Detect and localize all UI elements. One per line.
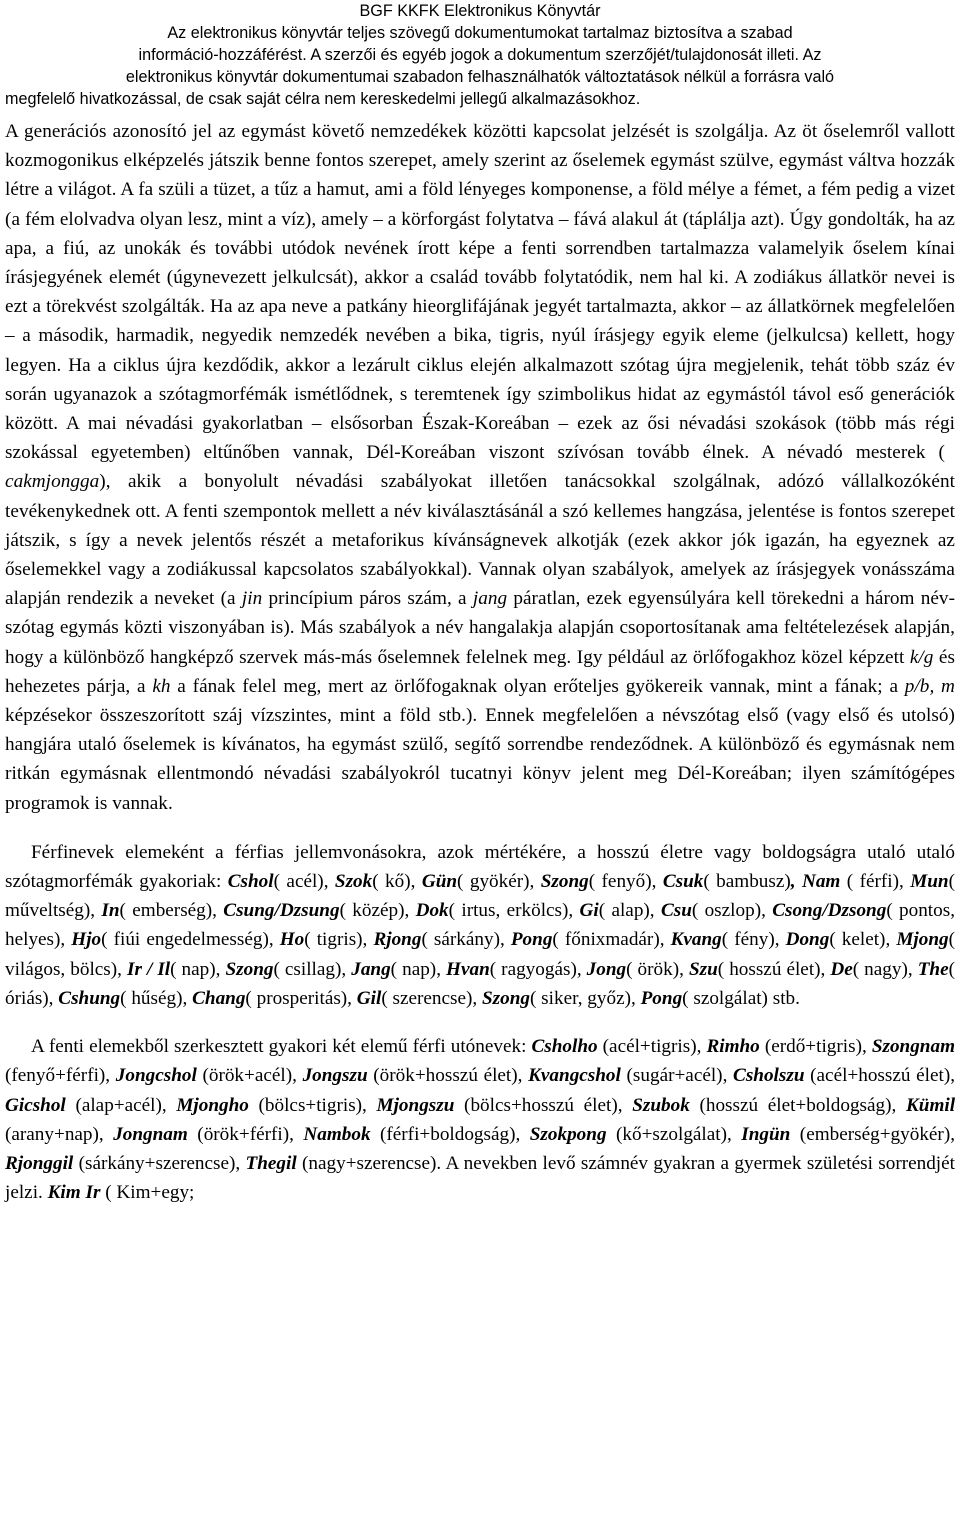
name-element: Gil bbox=[356, 987, 382, 1009]
header-notice-line: elektronikus könyvtár dokumentumai szabadon felhasználhatók változtatások nélkül a forrásra való bbox=[125, 68, 835, 86]
name-element: Csong/Dzsong bbox=[772, 900, 887, 922]
name-element: Ho bbox=[279, 929, 305, 951]
header-notice-line: Az elektronikus könyvtár teljes szövegű dokumentumokat tartalmaz biztosítva a szabad bbox=[167, 24, 793, 42]
korean-term: jin bbox=[241, 588, 263, 610]
phonetic-term: kh bbox=[152, 675, 171, 697]
name-meaning: ( Kim+egy; bbox=[100, 1182, 195, 1204]
paragraph-name-elements bbox=[5, 838, 955, 1013]
text-run: képzésekor összeszorított száj vízszintes, mint a föld stb.). Ennek megfelelően a névszótag első (vagy első és utolsó) hangjára utaló őselemek is kívánatos, ha egymást szülő, segítő sorrendbe rendeződnek. A különböző és egymásnak nem ritkán egymásnak ellentmondó névadási szabályokról tucatnyi könyv jelent meg Dél-Koreában; ilyen számítógépes programok is vannak. bbox=[5, 705, 955, 814]
name-meaning: (férfi+boldogság), bbox=[370, 1123, 530, 1145]
name-meaning: ( alap), bbox=[598, 900, 661, 922]
name-element: Kvangcshol bbox=[528, 1065, 621, 1087]
name-meaning: ( siker, győz), bbox=[529, 987, 641, 1009]
name-meaning: (alap+acél), bbox=[65, 1094, 177, 1116]
name-element: Szokpong bbox=[529, 1123, 607, 1145]
phonetic-term: p/b, m bbox=[904, 675, 955, 697]
name-meaning: ( nagy), bbox=[852, 958, 918, 980]
name-meaning: (fenyő+férfi), bbox=[5, 1065, 116, 1087]
name-element: Szong bbox=[540, 871, 589, 893]
name-element: Jongcshol bbox=[115, 1065, 197, 1087]
name-meaning: (bölcs+tigris), bbox=[248, 1094, 377, 1116]
name-meaning: (nagy+szerencse). bbox=[296, 1152, 446, 1174]
article-body bbox=[5, 117, 955, 1207]
name-element: Ingün bbox=[741, 1123, 791, 1145]
paragraph-generations bbox=[5, 117, 955, 818]
name-meaning: ( szerencse), bbox=[381, 987, 482, 1009]
name-meaning: ( irtus, erkölcs), bbox=[448, 900, 580, 922]
name-meaning: (acél+tigris), bbox=[597, 1036, 707, 1058]
name-meaning: ( pontos, helyes), bbox=[5, 900, 955, 951]
name-element: Hjo bbox=[71, 929, 102, 951]
name-element: Csholho bbox=[531, 1036, 598, 1058]
name-element: Pong bbox=[510, 929, 553, 951]
name-element: Csung/Dzsung bbox=[223, 900, 340, 922]
name-meaning: ( műveltség), bbox=[5, 871, 955, 922]
name-meaning: ( acél), bbox=[273, 871, 335, 893]
name-meaning: ( szolgálat) stb. bbox=[682, 987, 800, 1009]
header-title: BGF KKFK Elektronikus Könyvtár bbox=[359, 2, 601, 20]
name-element: , Nam bbox=[790, 871, 841, 893]
name-meaning: (kő+szolgálat), bbox=[606, 1123, 742, 1145]
name-meaning: ( hűség), bbox=[120, 987, 193, 1009]
name-element: Rjong bbox=[373, 929, 422, 951]
name-element: In bbox=[101, 900, 120, 922]
text-run: A fenti elemekből szerkesztett gyakori két elemű férfi utónevek: bbox=[31, 1036, 532, 1058]
name-meaning: ( nap), bbox=[170, 958, 226, 980]
name-meaning: ( ragyogás), bbox=[489, 958, 587, 980]
name-element: Gicshol bbox=[5, 1094, 66, 1116]
name-meaning: (örök+acél), bbox=[196, 1065, 303, 1087]
name-meaning: ( örök), bbox=[626, 958, 689, 980]
name-element: Jong bbox=[586, 958, 627, 980]
name-element: The bbox=[917, 958, 949, 980]
name-example: Kim Ir bbox=[47, 1182, 101, 1204]
phonetic-term: k/g bbox=[909, 646, 934, 668]
name-meaning: ( sárkány), bbox=[421, 929, 511, 951]
name-meaning: ( tigris), bbox=[304, 929, 374, 951]
name-element: Kvang bbox=[670, 929, 722, 951]
name-element: Szongnam bbox=[871, 1036, 955, 1058]
name-meaning: (erdő+tigris), bbox=[759, 1036, 872, 1058]
name-meaning: ( oszlop), bbox=[691, 900, 773, 922]
korean-term: jang bbox=[472, 588, 508, 610]
name-element: Szong bbox=[225, 958, 274, 980]
name-element: Gün bbox=[421, 871, 458, 893]
name-meaning: (emberség+gyökér), bbox=[790, 1123, 956, 1145]
library-header bbox=[5, 0, 955, 110]
name-element: Dok bbox=[415, 900, 449, 922]
name-element: Szu bbox=[688, 958, 718, 980]
name-element: Thegil bbox=[245, 1152, 297, 1174]
name-meaning: ( gyökér), bbox=[457, 871, 541, 893]
name-element: Cshol bbox=[227, 871, 274, 893]
name-element: Csholszu bbox=[733, 1065, 805, 1087]
name-element: Cshung bbox=[58, 987, 121, 1009]
name-meaning: (hosszú élet+boldogság), bbox=[689, 1094, 906, 1116]
name-element: De bbox=[830, 958, 853, 980]
name-element: Mun bbox=[910, 871, 949, 893]
name-meaning: ( csillag), bbox=[273, 958, 352, 980]
name-meaning: (sugár+acél), bbox=[620, 1065, 734, 1087]
text-run: A nevekben levő számnév gyakran a gyermek születési sorrendjét jelzi. bbox=[5, 1152, 955, 1204]
name-meaning: ( közép), bbox=[339, 900, 416, 922]
name-element: Mjongho bbox=[176, 1094, 249, 1116]
name-meaning: ( fenyő), bbox=[588, 871, 663, 893]
name-element: Hvan bbox=[446, 958, 490, 980]
name-meaning: (örök+férfi), bbox=[187, 1123, 304, 1145]
name-element: Csuk bbox=[662, 871, 704, 893]
text-run: princípium páros szám, a bbox=[262, 588, 473, 610]
name-element: Szubok bbox=[632, 1094, 690, 1116]
text-run: a fának felel meg, mert az örlőfogaknak olyan erőteljes gyökereik vannak, mint a fának; a bbox=[170, 675, 905, 697]
name-element: Kümil bbox=[905, 1094, 956, 1116]
name-element: Mjongszu bbox=[376, 1094, 455, 1116]
name-meaning: ( bambusz) bbox=[703, 871, 791, 893]
name-element: Csu bbox=[660, 900, 692, 922]
name-meaning: (bölcs+hosszú élet), bbox=[454, 1094, 633, 1116]
name-element: Pong bbox=[640, 987, 683, 1009]
header-notice-line: információ-hozzáférést. A szerzői és egyéb jogok a dokumentum szerzőjét/tulajdonosát illeti. Az bbox=[138, 46, 822, 64]
name-meaning: ( óriás), bbox=[5, 958, 956, 1009]
name-element: Jongszu bbox=[302, 1065, 368, 1087]
text-run: A generációs azonosító jel az egymást követő nemzedékek közötti kapcsolat jelzését is szolgálja. Az öt őselemről vallott kozmogonikus elképzelés játszik benne fontos szerepet, amely szerint az őselemek egymást szülve, egymást váltva hozzák létre a világot. A fa szüli a tüzet, a tűz a hamut, ami a föld lényeges komponense, a föld mélye a fémet, a fém pedig a vizet (a fém elolvadva olyan lesz, mint a víz), amely – a körforgást folytatva – fává alakul át (táplálja azt). Úgy gondolták, ha az apa, a fiú, az unokák és további utódok nevének írott képe a fenti sorrendben tartalmazza valamelyik őselem kínai írásjegyének elemét (úgynevezett jelkulcsát), akkor a család tovább folytatódik, nem hal ki. A zodiákus állatkör nevei is ezt a törekvést szolgálták. Ha az apa neve a patkány hieorglifájának jegyét tartalmazta, akkor – az állatkörnek megfelelően – a második, harmadik, negyedik nemzedék nevében a bika, tigris, nyúl írásjegy egyik eleme (jelkulcsa) kellett, hogy legyen. Ha a ciklus újra kezdődik, akkor a lezárult ciklus elején alkalmazott szótag újra megjelenik, tehát több száz év során ugyanazok a szótagmorfémák ismétlődnek, s teremtenek így szimbolikus hidat az egymástól távol eső generációk között. A mai névadási gyakorlatban – elsősorban Észak-Koreában – ezek az ősi névadási szokások (több más régi szokással egyetemben) eltűnőben vannak, Dél-Koreában viszont szívósan tovább élnek. A névadó mesterek ( bbox=[5, 121, 955, 464]
name-meaning: ( kelet), bbox=[829, 929, 897, 951]
name-meaning: ( hosszú élet), bbox=[717, 958, 831, 980]
name-meaning: (acél+hosszú élet), bbox=[804, 1065, 956, 1087]
name-element: Mjong bbox=[896, 929, 949, 951]
name-meaning: (sárkány+szerencse), bbox=[73, 1152, 246, 1174]
name-meaning: ( nap), bbox=[390, 958, 447, 980]
name-element: Jang bbox=[351, 958, 391, 980]
name-element: Jongnam bbox=[113, 1123, 188, 1145]
name-element: Dong bbox=[785, 929, 830, 951]
name-meaning: ( férfi), bbox=[840, 871, 911, 893]
text-run: ), akik a bonyolult névadási szabályokat illetően tanácsokkal szolgálnak, adózó vállalkozóként tevékenykednek ott. A fenti szempontok mellett a név kiválasztásánál a szó kellemes hangzása, jelentése is fontos szerepet játszik, s így a nevek jelentős részét a metaforikus kívánságnevek alkotják (ezek akkor jók igazán, ha egyeznek az őselemekkel vagy a zodiákussal kapcsolatos szabályokkal). Vannak olyan szabályok, amelyek az írásjegyek vonásszáma alapján rendezik a neveket (a bbox=[5, 471, 955, 610]
header-notice-line: megfelelő hivatkozással, de csak saját célra nem kereskedelmi jellegű alkalmazásokhoz. bbox=[5, 90, 641, 108]
name-meaning: ( világos, bölcs), bbox=[5, 929, 955, 980]
name-element: Szok bbox=[334, 871, 373, 893]
name-element: Szong bbox=[481, 987, 530, 1009]
name-meaning: ( kő), bbox=[372, 871, 422, 893]
korean-term: cakmjongga bbox=[5, 471, 100, 493]
name-meaning: ( főnixmadár), bbox=[552, 929, 671, 951]
name-element: Rjonggil bbox=[5, 1152, 74, 1174]
text-run: és hehezetes párja, a bbox=[5, 646, 955, 697]
name-meaning: (arany+nap), bbox=[5, 1123, 114, 1145]
name-meaning: ( emberség), bbox=[119, 900, 224, 922]
name-element: Gi bbox=[579, 900, 599, 922]
name-element: Chang bbox=[192, 987, 246, 1009]
text-run: páratlan, ezek egyensúlyára kell törekedni a három név-szótag egymás közti viszonyában is). Más szabályok a név hangalakja alapján csoportosítanak ama feltételezések alapján, hogy a különböző hangképző szervek más-más őselemnek felelnek meg. Igy például az örlőfogakhoz közel képzett bbox=[5, 588, 956, 668]
paragraph-compound-names bbox=[5, 1032, 955, 1207]
name-meaning: ( prosperitás), bbox=[245, 987, 357, 1009]
name-element: Ir / Il bbox=[126, 958, 171, 980]
name-element: Nambok bbox=[303, 1123, 371, 1145]
name-meaning: (örök+hosszú élet), bbox=[367, 1065, 529, 1087]
name-element: Rimho bbox=[706, 1036, 760, 1058]
text-run: Férfinevek elemeként a férfias jellemvonásokra, azok mértékére, a hosszú életre vagy boldogságra utaló utaló szótagmorfémák gyakoriak: bbox=[5, 841, 955, 893]
name-meaning: ( fiúi engedelmesség), bbox=[101, 929, 280, 951]
name-meaning: ( fény), bbox=[721, 929, 786, 951]
